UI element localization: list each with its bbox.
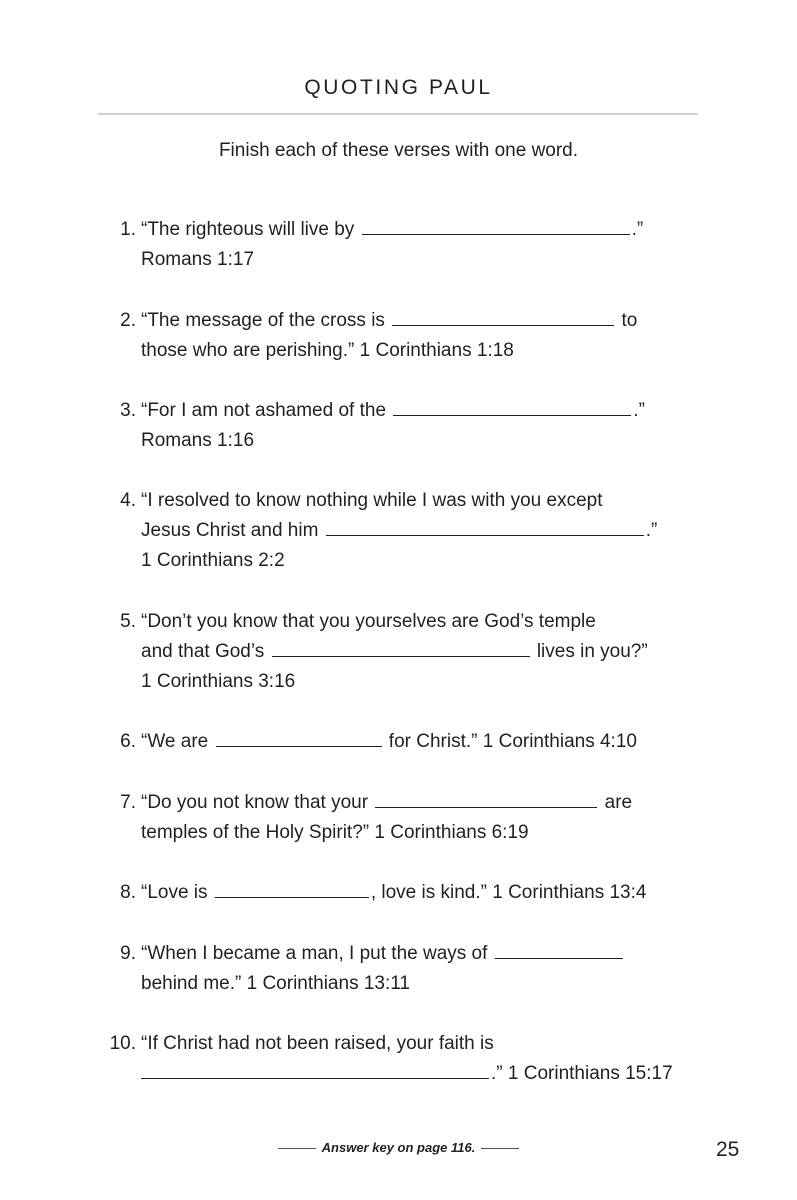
question-number: 5. xyxy=(120,611,136,632)
answer-blank[interactable] xyxy=(393,398,631,416)
question-text: .” xyxy=(631,219,644,240)
question-1 xyxy=(100,215,710,275)
answer-blank[interactable] xyxy=(375,790,597,808)
question-text: and that God’s xyxy=(141,641,265,662)
page-title: QUOTING PAUL xyxy=(304,76,493,99)
question-number: 2. xyxy=(120,310,136,331)
question-number: 6. xyxy=(120,731,136,752)
question-text: “The righteous will live by xyxy=(141,219,355,240)
verse-reference: behind me.” 1 Corinthians 13:11 xyxy=(141,973,410,994)
question-text: for Christ.” 1 Corinthians 4:10 xyxy=(388,731,637,752)
question-9 xyxy=(100,939,710,999)
question-number: 3. xyxy=(120,400,136,421)
question-text: “We are xyxy=(141,731,209,752)
question-6 xyxy=(100,727,710,757)
question-8 xyxy=(100,878,710,908)
question-line xyxy=(141,788,710,818)
question-text: .” xyxy=(633,400,645,421)
verse-reference: 1 Corinthians 3:16 xyxy=(141,671,296,692)
answer-blank[interactable] xyxy=(495,941,623,959)
verse-reference: 1 Corinthians 2:2 xyxy=(141,550,285,571)
answer-blank[interactable] xyxy=(141,1061,489,1079)
answer-blank[interactable] xyxy=(216,729,382,747)
question-5 xyxy=(100,607,710,697)
question-text: , love is kind.” 1 Corinthians 13:4 xyxy=(370,882,647,903)
question-line xyxy=(141,1059,710,1089)
question-number: 7. xyxy=(120,792,136,813)
footer-dash-right xyxy=(481,1148,519,1149)
answer-blank[interactable] xyxy=(272,639,530,657)
question-line xyxy=(141,516,710,546)
verse-reference: temples of the Holy Spirit?” 1 Corinthians 6:19 xyxy=(141,822,529,843)
question-line xyxy=(141,215,710,245)
question-text: .” 1 Corinthians 15:17 xyxy=(491,1063,673,1084)
question-2 xyxy=(100,306,710,366)
question-text: .” xyxy=(645,520,658,541)
question-line xyxy=(141,727,710,757)
title-divider xyxy=(98,113,698,115)
question-line xyxy=(141,396,710,426)
question-3 xyxy=(100,396,710,456)
verse-reference: those who are perishing.” 1 Corinthians 1:18 xyxy=(141,340,514,361)
answer-key-text: Answer key on page 116. xyxy=(321,1140,476,1155)
question-number: 4. xyxy=(120,490,136,511)
question-text: “Don’t you know that you yourselves are God’s temple xyxy=(141,611,596,632)
question-text: to xyxy=(621,310,638,331)
verse-reference: Romans 1:16 xyxy=(141,430,255,451)
question-text: are xyxy=(604,792,633,813)
question-number: 8. xyxy=(120,882,136,903)
answer-blank[interactable] xyxy=(392,308,614,326)
question-line xyxy=(141,637,710,667)
question-text: “I resolved to know nothing while I was with you except xyxy=(141,490,603,511)
question-text: “When I became a man, I put the ways of xyxy=(141,943,488,964)
question-text: Jesus Christ and him xyxy=(141,520,319,541)
question-line xyxy=(141,939,710,969)
answer-key-note xyxy=(0,1140,797,1155)
page-number: 25 xyxy=(716,1138,740,1161)
question-line xyxy=(141,878,710,908)
instructions: Finish each of these verses with one word. xyxy=(218,140,579,161)
question-number: 1. xyxy=(120,219,136,240)
question-number: 10. xyxy=(109,1033,136,1054)
footer-dash-left xyxy=(278,1148,316,1149)
answer-blank[interactable] xyxy=(362,217,630,235)
question-line xyxy=(141,306,710,336)
question-4 xyxy=(100,486,710,576)
question-text: “The message of the cross is xyxy=(141,310,385,331)
question-7 xyxy=(100,788,710,848)
question-text: “Do you not know that your xyxy=(141,792,369,813)
question-text: “For I am not ashamed of the xyxy=(141,400,387,421)
question-10 xyxy=(100,1029,710,1089)
question-text: lives in you?” xyxy=(536,641,648,662)
question-text: “Love is xyxy=(141,882,208,903)
question-number: 9. xyxy=(120,943,136,964)
answer-blank[interactable] xyxy=(326,518,644,536)
question-text: “If Christ had not been raised, your faith is xyxy=(141,1033,494,1054)
answer-blank[interactable] xyxy=(215,880,369,898)
verse-reference: Romans 1:17 xyxy=(141,249,255,270)
